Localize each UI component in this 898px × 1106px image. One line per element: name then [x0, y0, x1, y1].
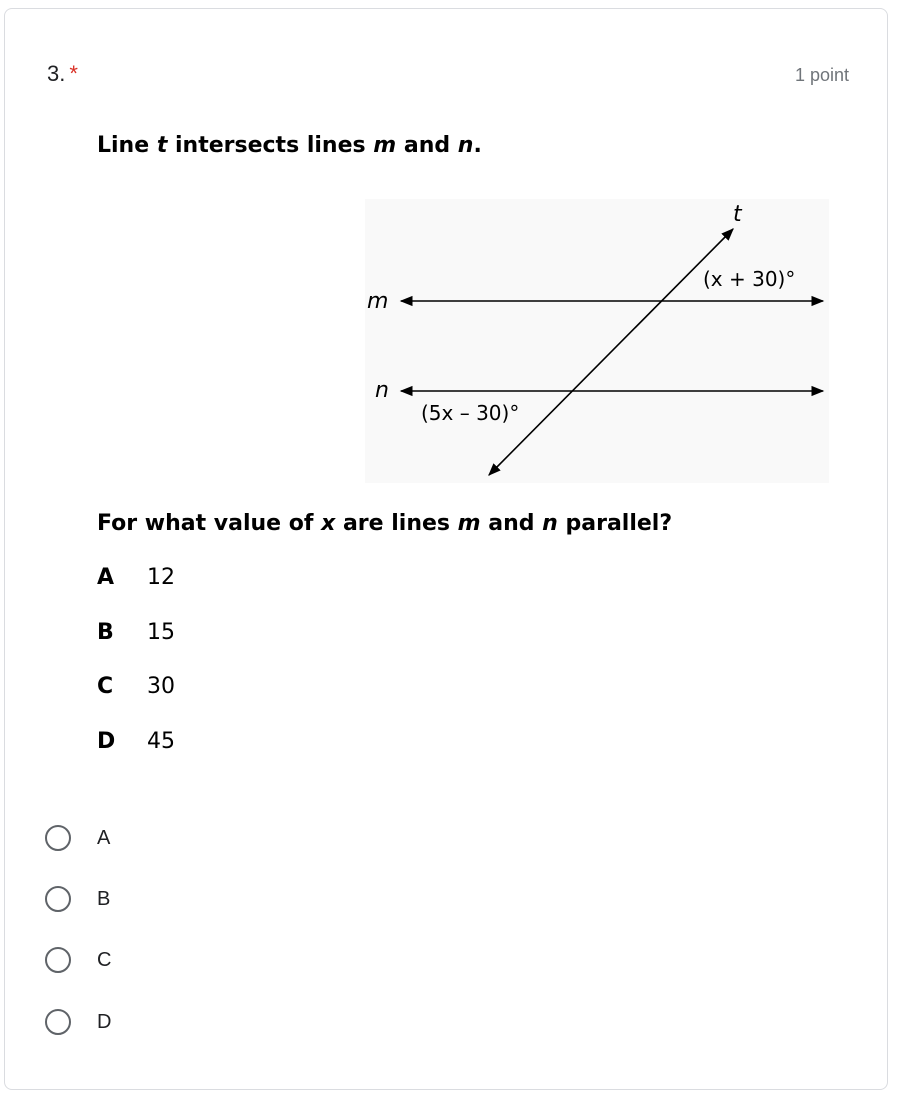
- question-card: [4, 8, 888, 1090]
- choice-c: [97, 674, 175, 699]
- stem-var-n: n: [457, 133, 474, 158]
- radio-option-b[interactable]: [45, 881, 110, 917]
- radio-button[interactable]: [45, 947, 71, 973]
- required-marker: *: [69, 61, 78, 86]
- choice-letter: C: [97, 674, 114, 699]
- line-t: [489, 229, 733, 475]
- angle-top-label: (x + 30)°: [703, 267, 796, 291]
- radio-option-c[interactable]: [45, 942, 111, 978]
- choice-value: 12: [147, 565, 175, 590]
- radio-button[interactable]: [45, 886, 71, 912]
- radio-label: D: [97, 1010, 112, 1033]
- question-and: and: [480, 511, 543, 536]
- radio-option-a[interactable]: [45, 820, 110, 856]
- stem-mid: intersects lines: [167, 133, 374, 158]
- stem-end: .: [473, 133, 482, 158]
- choice-a: [97, 565, 175, 590]
- question-image: [97, 133, 857, 773]
- angle-bottom-label: (5x – 30)°: [421, 401, 520, 425]
- stem-and: and: [396, 133, 458, 158]
- question-var-n: n: [542, 511, 558, 536]
- radio-label: B: [97, 887, 111, 910]
- question-end: parallel?: [557, 511, 673, 536]
- geometry-diagram: [365, 199, 829, 483]
- choice-value: 15: [147, 620, 175, 645]
- radio-option-d[interactable]: [45, 1004, 111, 1040]
- stem-var-t: t: [156, 133, 168, 158]
- radio-button[interactable]: [45, 1009, 71, 1035]
- points-label: 1 point: [794, 65, 849, 85]
- question-text: [97, 511, 672, 536]
- choice-value: 30: [147, 674, 175, 699]
- stem-var-m: m: [373, 133, 397, 158]
- stem-prefix: Line: [97, 133, 157, 158]
- radio-label: A: [97, 826, 111, 849]
- question-prefix: For what value of: [97, 511, 322, 536]
- choice-letter: A: [97, 565, 115, 590]
- label-m: m: [367, 289, 389, 314]
- question-var-m: m: [457, 511, 481, 536]
- question-number-text: 3.: [47, 61, 66, 86]
- diagram-svg: [365, 199, 829, 483]
- label-n: n: [375, 378, 389, 403]
- choice-letter: D: [97, 729, 116, 754]
- choice-b: [97, 620, 175, 645]
- question-mid: are lines: [335, 511, 458, 536]
- choice-letter: B: [97, 620, 114, 645]
- radio-label: C: [97, 948, 112, 971]
- choice-value: 45: [147, 729, 175, 754]
- radio-button[interactable]: [45, 825, 71, 851]
- question-stem: [97, 133, 482, 158]
- choice-d: [97, 729, 175, 754]
- question-number: [47, 61, 78, 87]
- label-t: t: [733, 202, 742, 227]
- question-var-x: x: [321, 511, 336, 536]
